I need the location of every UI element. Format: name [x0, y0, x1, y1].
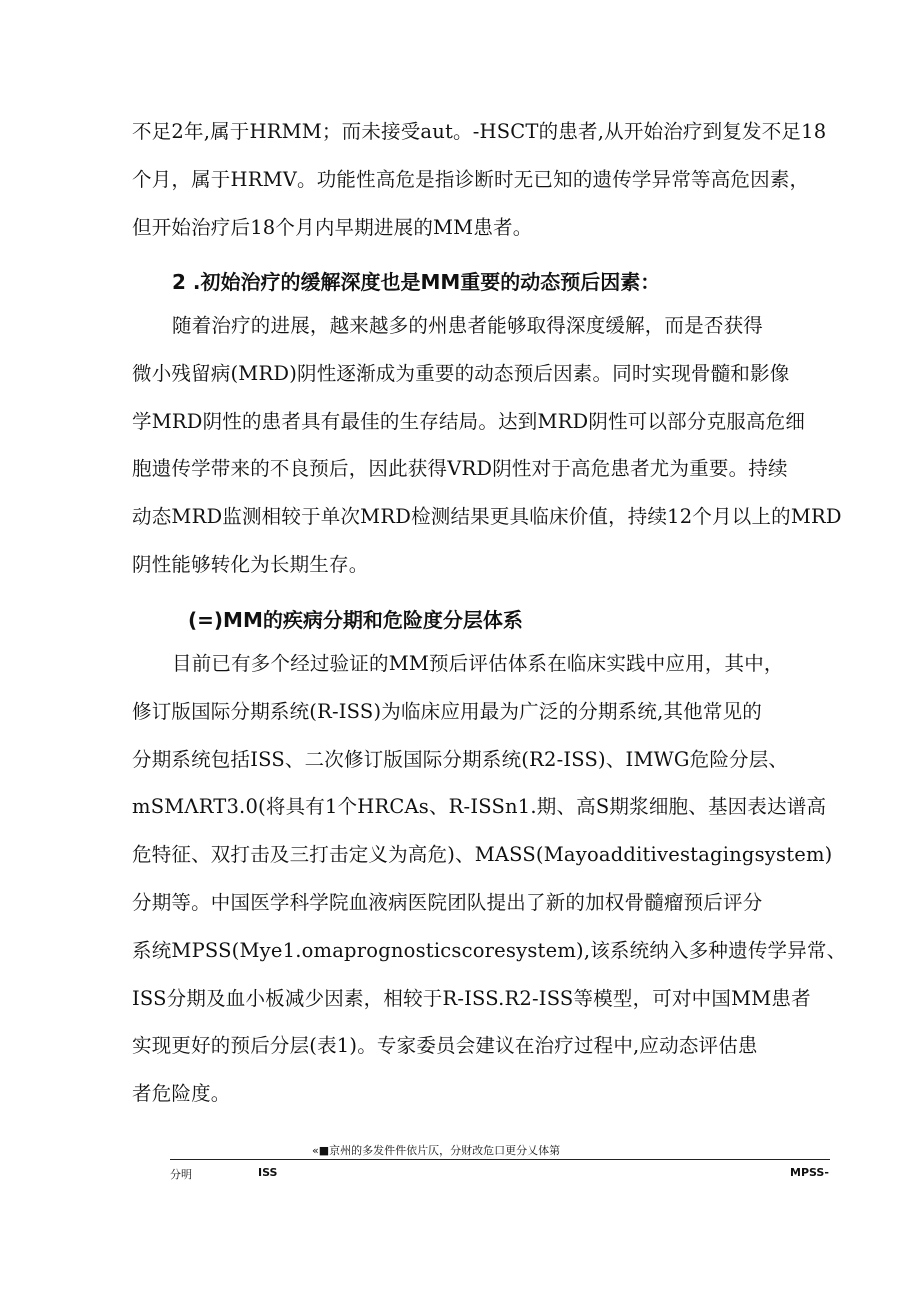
table-top-rule — [170, 1159, 830, 1160]
text-line: mSMΛRT3.0(将具有1个HRCAs、R-ISSn1.期、高S期浆细胞、基因表达谱高 — [132, 795, 827, 819]
text-line: 胞遗传学带来的不良预后，因此获得VRD阴性对于高危患者尤为重要。持续 — [132, 457, 788, 481]
text-line: ISS分期及血小板减少因素，相较于R-ISS.R2-ISS等模型，可对中国MM患者 — [132, 986, 811, 1010]
section-heading-remission-depth: 2 .初始治疗的缓解深度也是MM重要的动态预后因素： — [172, 270, 661, 294]
text-line: 危特征、双打击及三打击定义为高危)、MASS(Mayoadditivestagingsystem) — [132, 843, 833, 867]
text-line: 分期等。中国医学科学院血液病医院团队提出了新的加权骨髓瘤预后评分 — [132, 890, 763, 914]
text-line: 动态MRD监测相较于单次MRD检测结果更具临床价值，持续12个月以上的MRD — [132, 505, 842, 529]
text-line: 修订版国际分期系统(R-ISS)为临床应用最为广泛的分期系统,其他常见的 — [132, 699, 762, 723]
table-header-mpss: MPSS- — [790, 1166, 829, 1179]
table-header-iss: ISS — [258, 1166, 278, 1179]
text-line: 实现更好的预后分层(表1)。专家委员会建议在治疗过程中,应动态评估患 — [132, 1034, 758, 1058]
table-caption: «■京州的多发件件依片仄，分财改危口更分乂体第 — [312, 1144, 561, 1157]
text-line: 分期系统包括ISS、二次修订版国际分期系统(R2-ISS)、IMWG危险分层、 — [132, 747, 789, 771]
paragraph-hr-definition — [132, 108, 844, 251]
paragraph-staging — [132, 640, 847, 1118]
text-line: 目前已有多个经过验证的MM预后评估体系在临床实践中应用，其中， — [172, 652, 784, 675]
paragraph-mrd — [132, 302, 844, 589]
text-line: 不足2年,属于HRMM；而未接受aut。-HSCT的患者,从开始治疗到复发不足18 — [132, 120, 827, 143]
text-line: 微小残留病(MRD)阴性逐渐成为重要的动态预后因素。同时实现骨髓和影像 — [132, 361, 790, 385]
text-line: 阴性能够转化为长期生存。 — [132, 552, 369, 576]
text-line: 学MRD阴性的患者具有最佳的生存结局。达到MRD阴性可以部分克服高危细 — [132, 409, 806, 433]
text-line: 者危险度。 — [132, 1082, 231, 1106]
text-line: 随着治疗的进展，越来越多的州患者能够取得深度缓解，而是否获得 — [172, 314, 764, 337]
section-heading-staging-system: (=)MM的疾病分期和危险度分层体系 — [188, 608, 523, 632]
text-line: 系统MPSS(Mye1.omaprognosticscoresystem),该系统纳入多种遗传学异常、 — [132, 938, 847, 962]
table-header-staging: 分明 — [170, 1168, 192, 1181]
text-line: 个月，属于HRMV。功能性高危是指诊断时无已知的遗传学异常等高危因素， — [132, 167, 810, 191]
text-line: 但开始治疗后18个月内早期进展的MM患者。 — [132, 215, 533, 239]
